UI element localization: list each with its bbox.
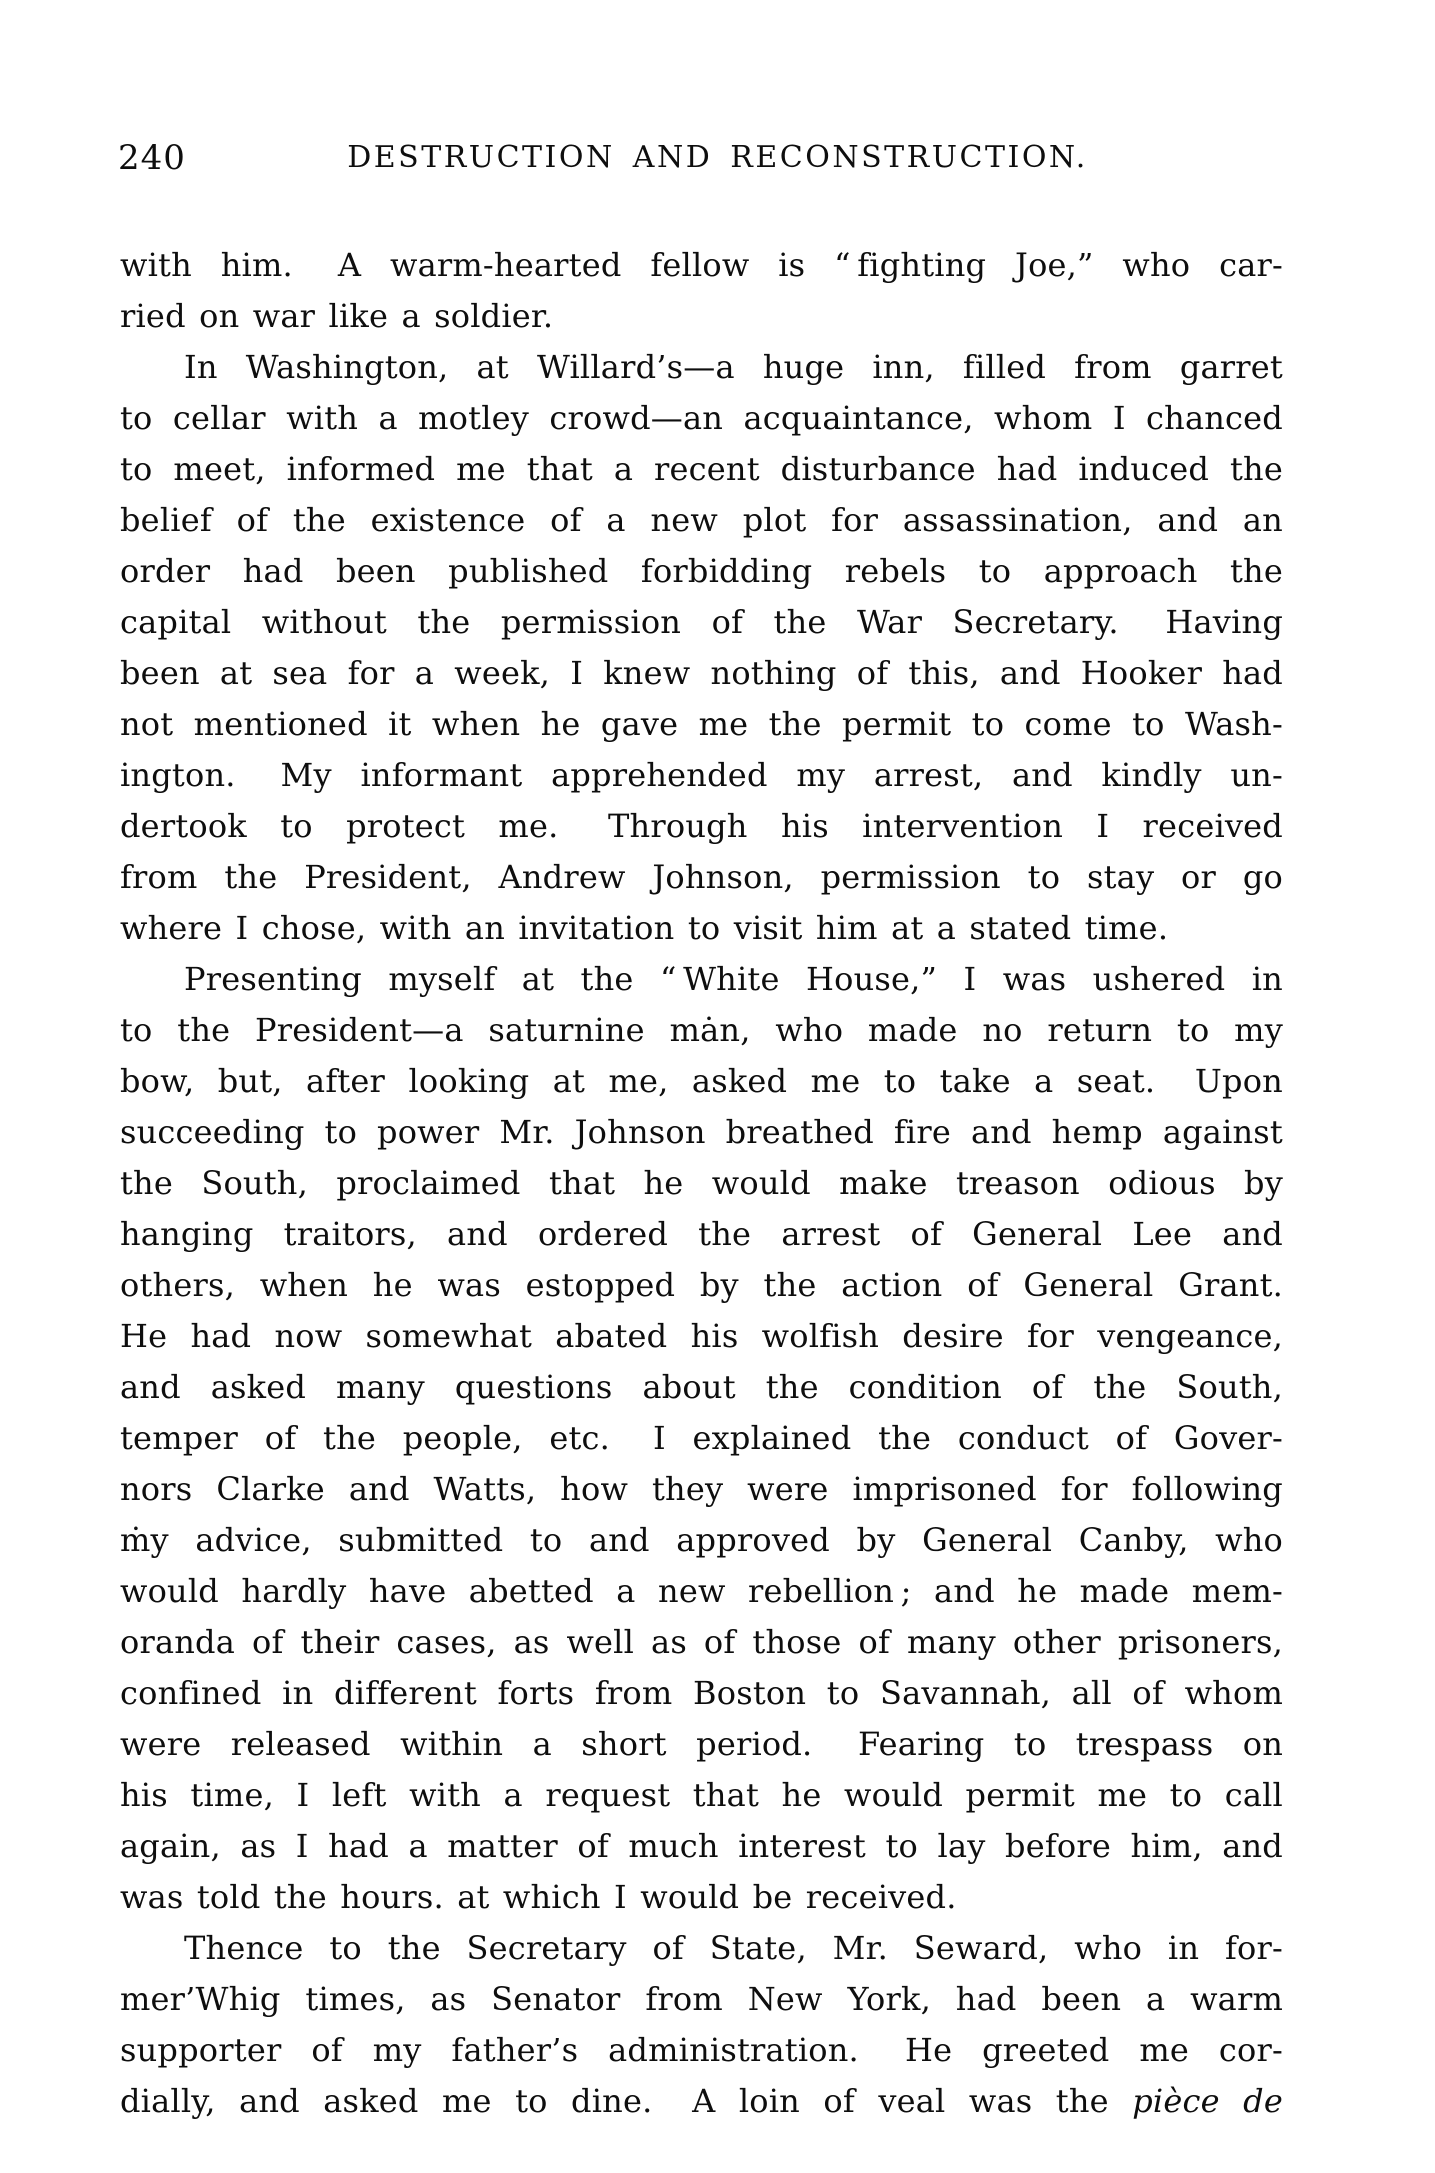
paragraph [120,1923,1283,2127]
page-header [0,138,1435,188]
page-body [120,240,1283,2127]
text-line: oranda of their cases, as well as of those of many other prisoners, [120,1623,1283,1661]
paragraph [120,240,1283,342]
text-line: was told the hours. at which I would be received. [120,1878,957,1916]
text-line: In Washington, at Willard’s—a huge inn, filled from garret [184,348,1283,386]
text-line: mer’Whig times, as Senator from New York, had been a warm [120,1980,1283,2018]
text-line: been at sea for a week, I knew nothing of this, and Hooker had [120,654,1283,692]
text-line: with him. A warm-hearted fellow is “ fighting Joe,” who car- [120,246,1283,284]
text-line: Thence to the Secretary of State, Mr. Seward, who in for- [184,1929,1283,1967]
text-line: He had now somewhat abated his wolfish desire for vengeance, [120,1317,1283,1355]
text-line: to cellar with a motley crowd—an acquaintance, whom I chanced [120,399,1283,437]
text-line: bow, but, after looking at me, asked me to take a seat. Upon [120,1062,1283,1100]
paragraph [120,954,1283,1923]
italic-phrase: pièce de [1132,2082,1283,2120]
text-line: Presenting myself at the “ White House,” I was ushered in [184,960,1283,998]
text-line: ington. My informant apprehended my arrest, and kindly un- [120,756,1283,794]
text-line: were released within a short period. Fearing to trespass on [120,1725,1283,1763]
text-line: belief of the existence of a new plot for assassination, and an [120,501,1283,539]
text-line: temper of the people, etc. I explained the conduct of Gover- [120,1419,1283,1457]
text-line: succeeding to power Mr. Johnson breathed fire and hemp against [120,1113,1283,1151]
text-line: nors Clarke and Watts, how they were imprisoned for following [120,1470,1283,1508]
text-line: to the President—a saturnine mȧn, who made no return to my [120,1011,1283,1049]
text-line: hanging traitors, and ordered the arrest of General Lee and [120,1215,1283,1253]
text-line: his time, I left with a request that he would permit me to call [120,1776,1283,1814]
text-line: would hardly have abetted a new rebellion ; and he made mem- [120,1572,1283,1610]
text-line: again, as I had a matter of much interest to lay before him, and [120,1827,1283,1865]
text-line: capital without the permission of the War Secretary. Having [120,603,1283,641]
running-title: DESTRUCTION AND RECONSTRUCTION. [347,140,1088,175]
text-segment: dially, and asked me to dine. A loin of veal was the [120,2082,1133,2120]
text-line: and asked many questions about the condition of the South, [120,1368,1283,1406]
text-line: order had been published forbidding rebels to approach the [120,552,1283,590]
text-line: supporter of my father’s administration. He greeted me cor- [120,2031,1283,2069]
text-line: ried on war like a soldier. [120,297,554,335]
paragraph [120,342,1283,954]
text-line: from the President, Andrew Johnson, permission to stay or go [120,858,1283,896]
text-line: dertook to protect me. Through his intervention I received [120,807,1283,845]
text-line: others, when he was estopped by the action of General Grant. [120,1266,1283,1304]
page-number: 240 [118,138,186,178]
text-line: not mentioned it when he gave me the permit to come to Wash- [120,705,1283,743]
text-line: confined in different forts from Boston to Savannah, all of whom [120,1674,1283,1712]
text-line: to meet, informed me that a recent disturbance had induced the [120,450,1283,488]
text-line: ṁy advice, submitted to and approved by General Canby, who [120,1521,1283,1559]
text-line [120,2076,1283,2127]
text-line: where I chose, with an invitation to visit him at a stated time. [120,909,1169,947]
text-line: the South, proclaimed that he would make treason odious by [120,1164,1283,1202]
